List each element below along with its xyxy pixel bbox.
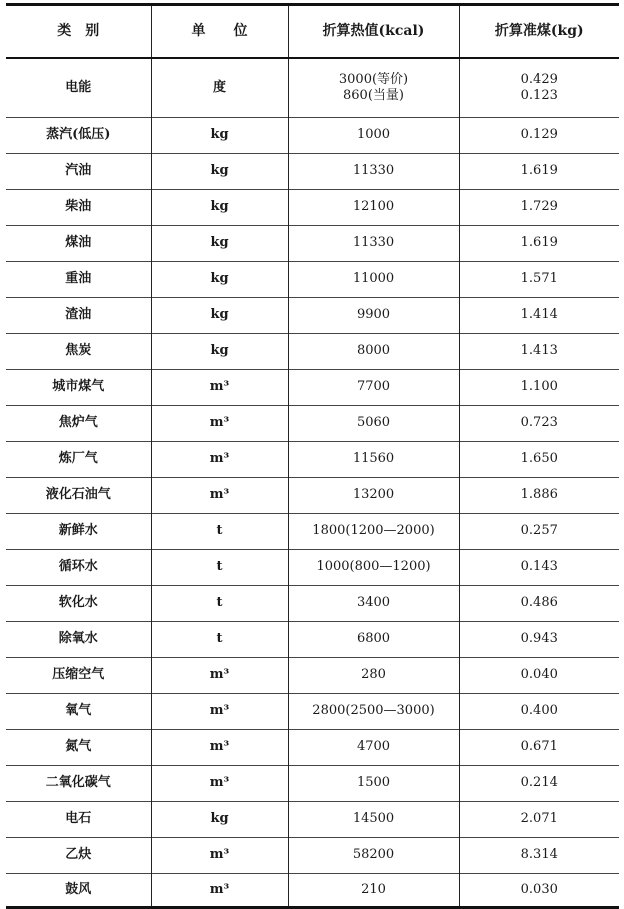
heat-value-cell: 11000: [288, 262, 459, 298]
heat-value-cell: 1800(1200—2000): [288, 514, 459, 550]
unit-cell: m³: [151, 442, 288, 478]
standard-coal-cell-line: 0.429: [520, 71, 558, 87]
conversion-table: [6, 3, 619, 909]
table-row: [6, 622, 619, 658]
category-cell: 鼓风: [65, 881, 92, 897]
table-row: [6, 874, 619, 908]
table-row: [6, 262, 619, 298]
table-row: [6, 586, 619, 622]
category-cell: 炼厂气: [58, 451, 98, 467]
standard-coal-cell: [459, 58, 619, 118]
category-cell: 汽油: [65, 163, 92, 179]
standard-coal-cell: 0.040: [459, 658, 619, 694]
unit-cell: kg: [151, 118, 288, 154]
category-cell: 除氧水: [58, 631, 98, 647]
category-cell: 重油: [65, 271, 92, 287]
unit-cell: m³: [151, 838, 288, 874]
standard-coal-cell: 0.486: [459, 586, 619, 622]
heat-value-cell: 13200: [288, 478, 459, 514]
header-heat-value: 折算热值(kcal): [288, 5, 459, 58]
category-cell: 焦炭: [65, 343, 92, 359]
table-row: [6, 550, 619, 586]
heat-value-cell: 5060: [288, 406, 459, 442]
table-row: [6, 370, 619, 406]
table-row: [6, 442, 619, 478]
table-row: [6, 406, 619, 442]
heat-value-cell: 14500: [288, 802, 459, 838]
standard-coal-cell: 1.729: [459, 190, 619, 226]
table-row: [6, 766, 619, 802]
unit-cell: kg: [151, 154, 288, 190]
category-cell: 渣油: [65, 307, 92, 323]
header-category: 类 别: [57, 22, 100, 39]
unit-cell: t: [151, 550, 288, 586]
heat-value-cell: 4700: [288, 730, 459, 766]
category-cell: 氮气: [65, 739, 92, 755]
standard-coal-cell: 8.314: [459, 838, 619, 874]
heat-value-cell: 7700: [288, 370, 459, 406]
table-row: [6, 118, 619, 154]
standard-coal-cell-line: 0.123: [520, 87, 558, 103]
table-row: [6, 334, 619, 370]
unit-cell: m³: [151, 874, 288, 908]
standard-coal-cell: 0.257: [459, 514, 619, 550]
heat-value-cell: 1000(800—1200): [288, 550, 459, 586]
unit-cell: m³: [151, 370, 288, 406]
standard-coal-cell: 1.413: [459, 334, 619, 370]
heat-value-cell: 11330: [288, 226, 459, 262]
standard-coal-cell: 0.671: [459, 730, 619, 766]
unit-cell: m³: [151, 766, 288, 802]
unit-cell: m³: [151, 478, 288, 514]
table-row: [6, 838, 619, 874]
category-cell: 氧气: [65, 703, 92, 719]
table-row: [6, 694, 619, 730]
heat-value-cell: 3400: [288, 586, 459, 622]
heat-value-cell: 9900: [288, 298, 459, 334]
unit-cell: kg: [151, 190, 288, 226]
header-standard-coal: 折算准煤(kg): [459, 5, 619, 58]
header-row: [6, 5, 619, 58]
category-cell: 二氧化碳气: [45, 775, 111, 791]
unit-cell: t: [151, 586, 288, 622]
unit-cell: t: [151, 622, 288, 658]
heat-value-cell: 8000: [288, 334, 459, 370]
standard-coal-cell: 0.030: [459, 874, 619, 908]
table-row: [6, 298, 619, 334]
standard-coal-cell: 1.886: [459, 478, 619, 514]
unit-cell: m³: [151, 658, 288, 694]
unit-cell: m³: [151, 406, 288, 442]
standard-coal-cell: 1.414: [459, 298, 619, 334]
category-cell: 新鲜水: [58, 523, 98, 539]
heat-value-cell: 6800: [288, 622, 459, 658]
table-row: [6, 154, 619, 190]
table-header: [6, 5, 619, 58]
standard-coal-cell: 0.214: [459, 766, 619, 802]
unit-cell: t: [151, 514, 288, 550]
heat-value-cell: 58200: [288, 838, 459, 874]
unit-cell: kg: [151, 226, 288, 262]
heat-value-cell: [288, 58, 459, 118]
category-cell: 循环水: [58, 559, 98, 575]
table-row: [6, 190, 619, 226]
category-cell: 电能: [65, 79, 92, 95]
heat-value-cell: 280: [288, 658, 459, 694]
category-cell: 柴油: [65, 199, 92, 215]
unit-cell: m³: [151, 730, 288, 766]
heat-value-cell: 1000: [288, 118, 459, 154]
table-row: [6, 58, 619, 118]
category-cell: 液化石油气: [45, 487, 111, 503]
unit-cell: kg: [151, 334, 288, 370]
standard-coal-cell: 2.071: [459, 802, 619, 838]
standard-coal-cell: 0.943: [459, 622, 619, 658]
unit-cell: kg: [151, 298, 288, 334]
category-cell: 焦炉气: [58, 415, 98, 431]
heat-value-cell: 2800(2500—3000): [288, 694, 459, 730]
category-cell: 城市煤气: [52, 379, 105, 395]
standard-coal-cell: 1.650: [459, 442, 619, 478]
standard-coal-cell: 0.723: [459, 406, 619, 442]
table-row: [6, 802, 619, 838]
heat-value-cell: 210: [288, 874, 459, 908]
category-cell: 软化水: [58, 595, 98, 611]
category-cell: 乙炔: [65, 847, 92, 863]
table-row: [6, 730, 619, 766]
table-row: [6, 478, 619, 514]
unit-cell: 度: [151, 58, 288, 118]
standard-coal-cell: 1.619: [459, 154, 619, 190]
standard-coal-cell: 1.619: [459, 226, 619, 262]
table-row: [6, 514, 619, 550]
standard-coal-cell: 0.143: [459, 550, 619, 586]
standard-coal-cell: 0.400: [459, 694, 619, 730]
heat-value-cell: 1500: [288, 766, 459, 802]
heat-value-cell-line: 3000(等价): [338, 71, 409, 87]
heat-value-cell-line: 860(当量): [343, 87, 404, 103]
heat-value-cell: 11330: [288, 154, 459, 190]
table-body: [6, 58, 619, 908]
category-cell: 蒸汽(低压): [46, 127, 111, 143]
category-cell: 煤油: [65, 235, 92, 251]
category-cell: 电石: [65, 811, 92, 827]
heat-value-cell: 11560: [288, 442, 459, 478]
header-unit: 单 位: [151, 5, 288, 58]
unit-cell: kg: [151, 262, 288, 298]
standard-coal-cell: 1.571: [459, 262, 619, 298]
heat-value-cell: 12100: [288, 190, 459, 226]
unit-cell: kg: [151, 802, 288, 838]
table-row: [6, 226, 619, 262]
category-cell: 压缩空气: [52, 667, 105, 683]
unit-cell: m³: [151, 694, 288, 730]
table-row: [6, 658, 619, 694]
standard-coal-cell: 0.129: [459, 118, 619, 154]
standard-coal-cell: 1.100: [459, 370, 619, 406]
